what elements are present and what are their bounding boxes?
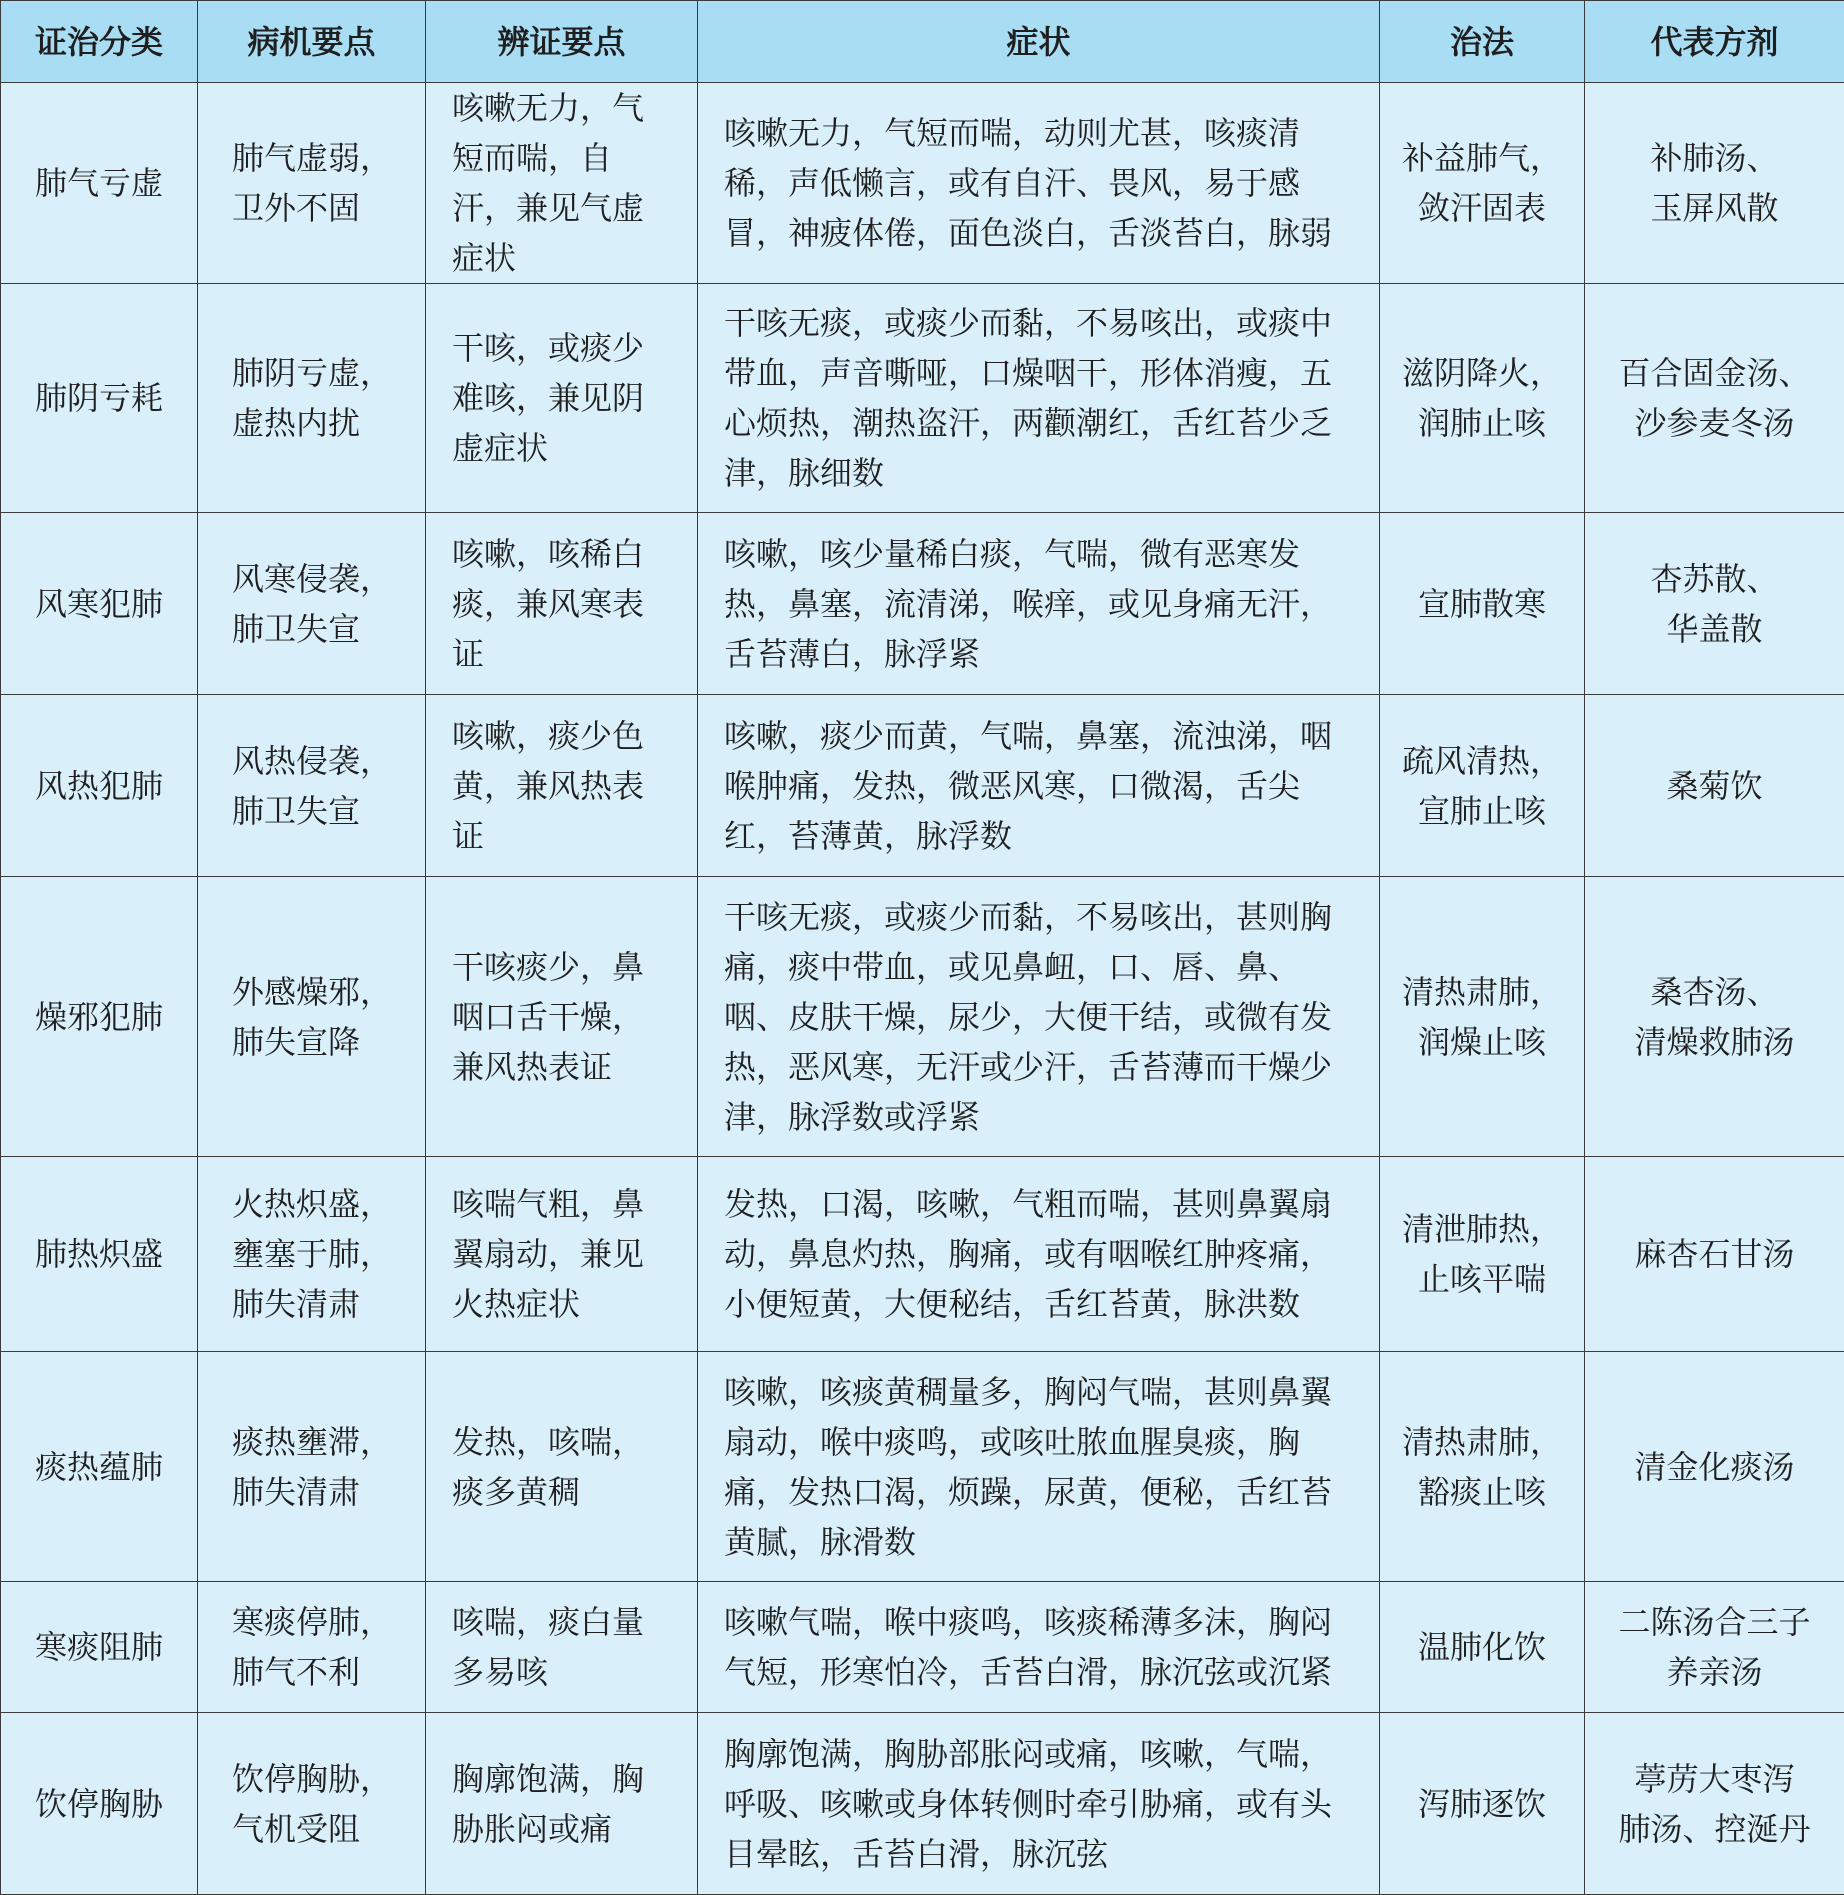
cell-formula: 百合固金汤、 沙参麦冬汤 <box>1585 284 1844 513</box>
table-row <box>1 513 1844 695</box>
cell-key-points: 咳嗽，痰少色黄，兼风热表证 <box>426 695 698 877</box>
cell-treatment: 清热肃肺， 豁痰止咳 <box>1380 1352 1585 1582</box>
cell-treatment: 宣肺散寒 <box>1380 513 1585 695</box>
header-treatment: 治法 <box>1380 1 1585 83</box>
cell-treatment: 补益肺气， 敛汗固表 <box>1380 83 1585 284</box>
table-row <box>1 1352 1844 1582</box>
header-key-points: 辨证要点 <box>426 1 698 83</box>
cell-category: 肺气亏虚 <box>1 83 198 284</box>
cell-pathogenesis: 饮停胸胁， 气机受阻 <box>198 1713 426 1895</box>
cell-treatment: 滋阴降火， 润肺止咳 <box>1380 284 1585 513</box>
cell-symptoms: 咳嗽，咳痰黄稠量多，胸闷气喘，甚则鼻翼扇动，喉中痰鸣，或咳吐脓血腥臭痰，胸痛，发热口渴，烦躁，尿黄，便秘，舌红苔黄腻，脉滑数 <box>698 1352 1380 1582</box>
table-row <box>1 695 1844 877</box>
cell-category: 燥邪犯肺 <box>1 877 198 1157</box>
cell-treatment: 清热肃肺， 润燥止咳 <box>1380 877 1585 1157</box>
table-row <box>1 877 1844 1157</box>
cell-formula: 杏苏散、 华盖散 <box>1585 513 1844 695</box>
cell-category: 风热犯肺 <box>1 695 198 877</box>
cell-key-points: 发热，咳喘， 痰多黄稠 <box>426 1352 698 1582</box>
cell-key-points: 干咳痰少，鼻咽口舌干燥，兼风热表证 <box>426 877 698 1157</box>
cell-category: 寒痰阻肺 <box>1 1582 198 1713</box>
cell-pathogenesis: 风热侵袭， 肺卫失宣 <box>198 695 426 877</box>
cell-pathogenesis: 外感燥邪， 肺失宣降 <box>198 877 426 1157</box>
cell-category: 风寒犯肺 <box>1 513 198 695</box>
cell-formula: 桑杏汤、 清燥救肺汤 <box>1585 877 1844 1157</box>
cell-symptoms: 干咳无痰，或痰少而黏，不易咳出，甚则胸痛，痰中带血，或见鼻衄，口、唇、鼻、咽、皮肤干燥，尿少，大便干结，或微有发热，恶风寒，无汗或少汗，舌苔薄而干燥少津，脉浮数或浮紧 <box>698 877 1380 1157</box>
cell-pathogenesis: 寒痰停肺， 肺气不利 <box>198 1582 426 1713</box>
cell-key-points: 咳嗽，咳稀白痰，兼风寒表证 <box>426 513 698 695</box>
cell-symptoms: 咳嗽，咳少量稀白痰，气喘，微有恶寒发热，鼻塞，流清涕，喉痒，或见身痛无汗，舌苔薄白，脉浮紧 <box>698 513 1380 695</box>
table-row <box>1 83 1844 284</box>
table-row <box>1 1582 1844 1713</box>
cell-formula: 二陈汤合三子 养亲汤 <box>1585 1582 1844 1713</box>
table-row <box>1 1713 1844 1895</box>
cell-formula: 麻杏石甘汤 <box>1585 1157 1844 1352</box>
cell-formula: 葶苈大枣泻 肺汤、控涎丹 <box>1585 1713 1844 1895</box>
cell-symptoms: 咳嗽气喘，喉中痰鸣，咳痰稀薄多沫，胸闷气短，形寒怕冷，舌苔白滑，脉沉弦或沉紧 <box>698 1582 1380 1713</box>
cell-formula: 补肺汤、 玉屏风散 <box>1585 83 1844 284</box>
header-pathogenesis: 病机要点 <box>198 1 426 83</box>
cell-symptoms: 咳嗽，痰少而黄，气喘，鼻塞，流浊涕，咽喉肿痛，发热，微恶风寒，口微渴，舌尖红，苔薄黄，脉浮数 <box>698 695 1380 877</box>
cell-treatment: 疏风清热， 宣肺止咳 <box>1380 695 1585 877</box>
cell-pathogenesis: 风寒侵袭， 肺卫失宣 <box>198 513 426 695</box>
cell-symptoms: 干咳无痰，或痰少而黏，不易咳出，或痰中带血，声音嘶哑，口燥咽干，形体消瘦，五心烦热，潮热盗汗，两颧潮红，舌红苔少乏津，脉细数 <box>698 284 1380 513</box>
cell-treatment: 温肺化饮 <box>1380 1582 1585 1713</box>
cell-category: 饮停胸胁 <box>1 1713 198 1895</box>
cell-key-points: 咳嗽无力，气短而喘，自汗，兼见气虚症状 <box>426 83 698 284</box>
cell-pathogenesis: 肺阴亏虚， 虚热内扰 <box>198 284 426 513</box>
cell-key-points: 咳喘，痰白量 多易咳 <box>426 1582 698 1713</box>
cell-pathogenesis: 痰热壅滞， 肺失清肃 <box>198 1352 426 1582</box>
cell-symptoms: 咳嗽无力，气短而喘，动则尤甚，咳痰清稀，声低懒言，或有自汗、畏风，易于感冒，神疲体倦，面色淡白，舌淡苔白，脉弱 <box>698 83 1380 284</box>
cell-category: 痰热蕴肺 <box>1 1352 198 1582</box>
cell-key-points: 干咳，或痰少难咳，兼见阴虚症状 <box>426 284 698 513</box>
header-formula: 代表方剂 <box>1585 1 1844 83</box>
cell-formula: 桑菊饮 <box>1585 695 1844 877</box>
header-symptoms: 症状 <box>698 1 1380 83</box>
table-header-row <box>1 1 1844 83</box>
table-row <box>1 1157 1844 1352</box>
cell-pathogenesis: 火热炽盛， 壅塞于肺， 肺失清肃 <box>198 1157 426 1352</box>
cell-formula: 清金化痰汤 <box>1585 1352 1844 1582</box>
cell-treatment: 泻肺逐饮 <box>1380 1713 1585 1895</box>
cell-category: 肺阴亏耗 <box>1 284 198 513</box>
cell-treatment: 清泄肺热， 止咳平喘 <box>1380 1157 1585 1352</box>
cell-key-points: 胸廓饱满，胸胁胀闷或痛 <box>426 1713 698 1895</box>
cell-category: 肺热炽盛 <box>1 1157 198 1352</box>
header-category: 证治分类 <box>1 1 198 83</box>
cell-symptoms: 发热，口渴，咳嗽，气粗而喘，甚则鼻翼扇动，鼻息灼热，胸痛，或有咽喉红肿疼痛，小便短黄，大便秘结，舌红苔黄，脉洪数 <box>698 1157 1380 1352</box>
cell-key-points: 咳喘气粗，鼻翼扇动，兼见火热症状 <box>426 1157 698 1352</box>
table-row <box>1 284 1844 513</box>
cell-symptoms: 胸廓饱满，胸胁部胀闷或痛，咳嗽，气喘，呼吸、咳嗽或身体转侧时牵引胁痛，或有头目晕眩，舌苔白滑，脉沉弦 <box>698 1713 1380 1895</box>
cell-pathogenesis: 肺气虚弱， 卫外不固 <box>198 83 426 284</box>
